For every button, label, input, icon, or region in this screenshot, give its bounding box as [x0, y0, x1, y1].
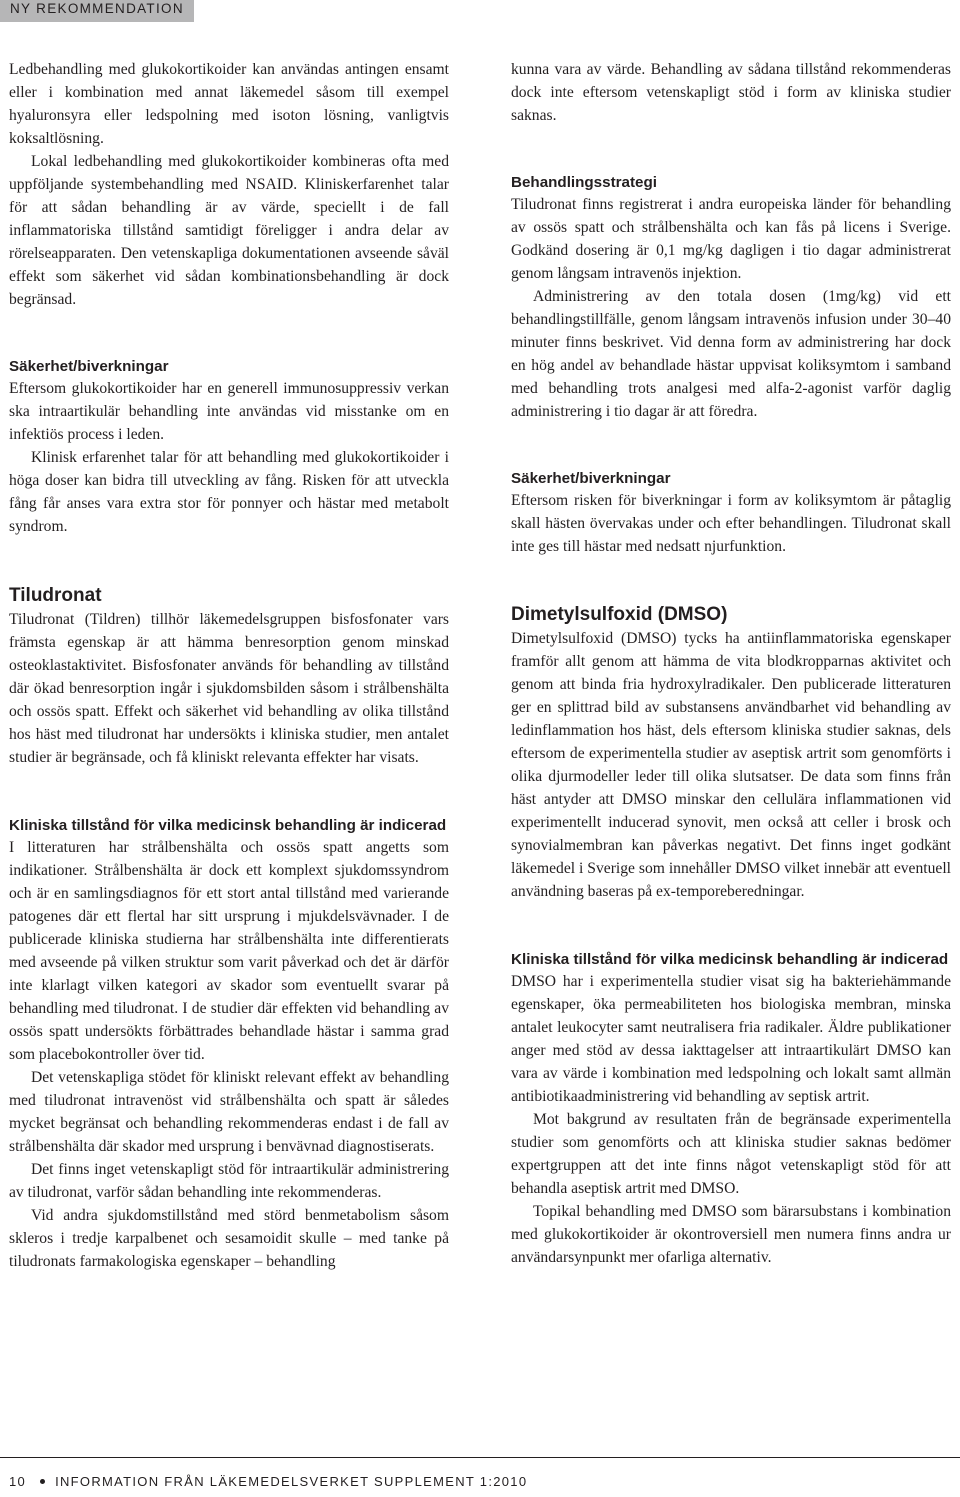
paragraph: Administrering av den totala dosen (1mg/kg) vid ett behandlingstillfälle, genom långsam intravenös infusion under 30–40 minuter finns beskrivet. Vid denna form av administrering har dock en hög andel av behandlade hästar uppvisat koliksymtom i samband med behandling trots analgesi med alfa-2-agonist varför daglig administrering i tio dagar är att föredra.: [511, 288, 951, 420]
paragraph: Dimetylsulfoxid (DMSO) tycks ha antiinflammatoriska egenskaper framför allt genom att hämma de vita blodkropparnas aktivitet och genom att binda fria hydroxylradikaler. Den publicerade litteraturen ger en splittrad bild av substansens användbarhet vid behandling av ledinflammation hos häst, dels eftersom kliniska studier saknas, dels eftersom de experimentella studier av aseptisk artrit som genomförts i olika djurmodeller leder till olika slutsatser. De data som finns från häst antyder att DMSO minskar den cellulära inflammationen vid experimentellt inducerad synovit, men också att celler i brosk och synovialmembran kan påverkas negativt. Det finns inget godkänt läkemedel i Sverige som innehåller DMSO vilket innebär att eventuell användning baseras på ex-temporeberedningar.: [511, 630, 951, 900]
left-column: [9, 58, 449, 1273]
bullet-icon: [40, 1479, 45, 1484]
subheading-safety: Säkerhet/biverkningar: [511, 470, 671, 487]
paragraph: Tiludronat (Tildren) tillhör läkemedelsgruppen bisfosfonater vars främsta egenskap är att hämma benresorption genom minskad osteoklastaktivitet. Bisfosfonater används för behandling av tillstånd där ökad benresorption ingår i sjukdomsbilden såsom i strålbenshälta och ossös spatt. Effekt och säkerhet vid behandling av olika tillstånd hos häst med tiludronat har undersökts i kliniska studier, men antalet studier är begränsade, och få kliniskt relevanta effekter har visats.: [9, 611, 449, 766]
subheading-clinical: Kliniska tillstånd för vilka medicinsk behandling är indicerad: [9, 817, 447, 834]
paragraph: kunna vara av värde. Behandling av sådana tillstånd rekommenderas dock inte eftersom vetenskapligt stöd i form av kliniska studier saknas.: [511, 61, 951, 124]
paragraph: Klinisk erfarenhet talar för att behandling med glukokortikoider i höga doser kan bidra till utveckling av fång. Risken för att utveckla fång får anses vara extra stor för ponnyer och hästar med metabolt syndrom.: [9, 449, 449, 535]
paragraph: Ledbehandling med glukokortikoider kan användas antingen ensamt eller i kombination med annat läkemedel såsom till exempel hyaluronsyra eller ledspolning med isoton lösning, vanligtvis koksaltlösning.: [9, 61, 449, 147]
section-heading-tiludronat: Tiludronat: [9, 585, 102, 606]
right-column: [511, 58, 951, 1269]
subheading-safety: Säkerhet/biverkningar: [9, 358, 169, 375]
paragraph: Tiludronat finns registrerat i andra europeiska länder för behandling av ossös spatt och strålbenshälta och kan fås på licens i Sverige. Godkänd dosering är 0,1 mg/kg dagligen i tio dagar administrerat genom långsam intravenös injektion.: [511, 196, 951, 282]
paragraph: Mot bakgrund av resultaten från de begränsade experimentella studier som genomförts och att kliniska studier saknas bedömer expertgruppen att det inte finns något vetenskapligt stöd för att behandla aseptisk artrit med DMSO.: [511, 1111, 951, 1197]
footer-divider: [0, 1457, 960, 1458]
paragraph: DMSO har i experimentella studier visat sig ha bakteriehämmande egenskaper, öka permeabiliteten hos biologiska membran, minska antalet leukocyter samt neutralisera fria radikaler. Äldre publikationer anger med stöd av dessa iakttagelser att intraartikulärt DMSO kan vara av värde i kombination med ledspolning och lokalt samt allmän antibiotikaadministrering vid behandling av septisk artrit.: [511, 973, 951, 1105]
paragraph: Eftersom risken för biverkningar i form av koliksymtom är påtaglig skall hästen övervakas under och efter behandlingen. Tiludronat skall inte ges till hästar med nedsatt njurfunktion.: [511, 492, 951, 555]
paragraph: Topikal behandling med DMSO som bärarsubstans i kombination med glukokortikoider är okontroversiell men numera finns andra ur användarsynpunkt mer ofarliga alternativ.: [511, 1203, 951, 1266]
subheading-clinical: Kliniska tillstånd för vilka medicinsk behandling är indicerad: [511, 951, 949, 968]
section-heading-dmso: Dimetylsulfoxid (DMSO): [511, 604, 728, 625]
paragraph: Det finns inget vetenskapligt stöd för intraartikulär administrering av tiludronat, varför sådan behandling inte rekommenderas.: [9, 1161, 449, 1201]
paragraph: Eftersom glukokortikoider har en generell immunosuppressiv verkan ska intraartikulär behandling inte användas vid misstanke om en infektiös process i leden.: [9, 380, 449, 443]
page-footer: [9, 1474, 527, 1489]
paragraph: Vid andra sjukdomstillstånd med störd benmetabolism såsom skleros i tredje karpalbenet och sesamoidit skulle – med tanke på tiludronats farmakologiska egenskaper – behandling: [9, 1207, 449, 1270]
paragraph: Lokal ledbehandling med glukokortikoider kombineras ofta med uppföljande systembehandling med NSAID. Kliniskerfarenhet talar för att sådan behandling är av värde, speciellt i de fall inflammatoriska tillstånd samtidigt föreligger i andra delar av rörelseapparaten. Den vetenskapliga dokumentationen avseende såväl effekt som säkerhet vid sådan kombinationsbehandling är dock begränsad.: [9, 153, 449, 308]
paragraph: Det vetenskapliga stödet för kliniskt relevant effekt av behandling med tiludronat intravenöst vid strålbenshälta och spatt är således mycket begränsat och behandling rekommenderas endast i de fall av strålbenshälta där skador med ursprung i benvävnad diagnostiserats.: [9, 1069, 449, 1155]
page-number: 10: [9, 1474, 27, 1489]
section-label-bar: [0, 0, 194, 22]
subheading-strategy: Behandlingsstrategi: [511, 174, 657, 191]
publication-title: INFORMATION FRÅN LÄKEMEDELSVERKET SUPPLEMENT 1:2010: [55, 1474, 528, 1489]
section-label: NY REKOMMENDATION: [10, 1, 184, 16]
paragraph: I litteraturen har strålbenshälta och ossös spatt angetts som indikationer. Strålbenshälta är dock ett komplext sjukdomssyndrom och är en samlingsdiagnos för ett stort antal tillstånd med varierande patogenes där ett flertal har sitt ursprung i mjukdelsvävnader. I de publicerade kliniska studierna har strålbenshälta inte differentierats med avseende på vilken struktur som varit påverkad och det är därför inte klarlagt vilken kategori av skador som eventuellt svarar på behandling med tiludronat. I de studier där effekten vid behandling av ossös spatt undersökts förbättrades behandlade hästar i samma grad som placebokontroller över tid.: [9, 839, 449, 1063]
